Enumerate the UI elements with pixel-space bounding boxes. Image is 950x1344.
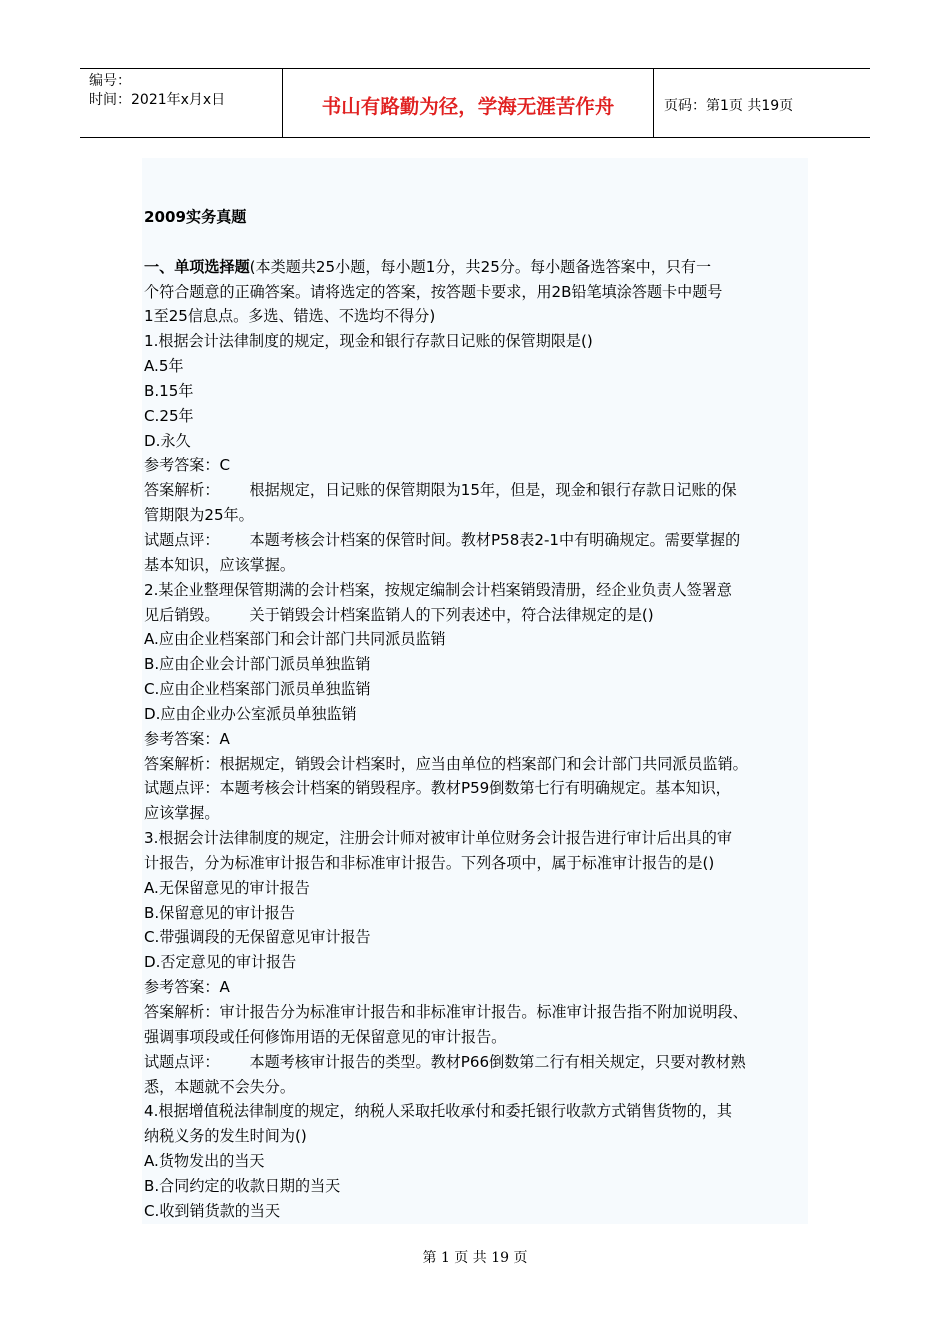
text-line: 强调事项段或任何修饰用语的无保留意见的审计报告。: [144, 1027, 507, 1046]
option-line: B.保留意见的审计报告: [144, 903, 295, 922]
document-body: [144, 205, 814, 1224]
option-line: A.货物发出的当天: [144, 1152, 265, 1171]
option-line: B.合同约定的收款日期的当天: [144, 1176, 341, 1195]
option-line: B.15年: [144, 381, 194, 400]
explanation-line: 答案解析： 根据规定，日记账的保管期限为15年，但是，现金和银行存款日记账的保: [144, 481, 737, 500]
answer-line: 参考答案：A: [144, 978, 230, 997]
text-line: 一、单项选择题(本类题共25小题，每小题1分，共25分。每小题备选答案中，只有一: [144, 257, 712, 276]
option-line: D.永久: [144, 431, 191, 450]
answer-line: 参考答案：C: [144, 456, 231, 475]
answer-line: 参考答案：A: [144, 729, 230, 748]
header-motto-cell: [283, 69, 654, 137]
text-line: 计报告，分为标准审计报告和非标准审计报告。下列各项中，属于标准审计报告的是(): [144, 853, 715, 872]
header-table: [80, 68, 870, 138]
text-line: 应该掌握。: [144, 804, 220, 823]
header-page-info: 页码：第1页 共19页: [664, 98, 794, 114]
question-4: 4.根据增值税法律制度的规定，纳税人采取托收承付和委托银行收款方式销售货物的，其: [144, 1102, 732, 1121]
question-2: 2.某企业整理保管期满的会计档案，按规定编制会计档案销毁清册，经企业负责人签署意: [144, 580, 732, 599]
text-line: 纳税义务的发生时间为(): [144, 1127, 307, 1146]
question-1: 1.根据会计法律制度的规定，现金和银行存款日记账的保管期限是(): [144, 332, 593, 351]
text-line: 基本知识，应该掌握。: [144, 555, 295, 574]
header-meta-cell: [80, 69, 283, 137]
header-motto: 书山有路勤为径，学海无涯苦作舟: [321, 95, 615, 118]
option-line: C.收到销货款的当天: [144, 1201, 281, 1220]
explanation-line: 答案解析：审计报告分为标准审计报告和非标准审计报告。标准审计报告指不附加说明段、: [144, 1003, 748, 1021]
text-line: 个符合题意的正确答案。请将选定的答案，按答题卡要求，用2B铅笔填涂答题卡中题号: [144, 282, 723, 301]
text-line: 管期限为25年。: [144, 506, 254, 525]
option-line: D.应由企业办公室派员单独监销: [144, 704, 357, 723]
option-line: C.25年: [144, 406, 194, 425]
page-footer: 第 1 页 共 19 页: [422, 1250, 528, 1266]
text-line: 悉，本题就不会失分。: [144, 1077, 295, 1096]
document-title: 2009实务真题: [144, 208, 247, 226]
header-page-cell: [654, 69, 870, 137]
option-line: A.应由企业档案部门和会计部门共同派员监销: [144, 630, 446, 649]
text-line: 1至25信息点。多选、错选、不选均不得分): [144, 307, 436, 326]
option-line: A.5年: [144, 357, 184, 376]
comment-line: 试题点评： 本题考核会计档案的保管时间。教材P58表2-1中有明确规定。需要掌握的: [144, 530, 741, 549]
comment-line: 试题点评： 本题考核审计报告的类型。教材P66倒数第二行有相关规定，只要对教材熟: [144, 1052, 746, 1071]
option-line: A.无保留意见的审计报告: [144, 878, 310, 897]
question-3: 3.根据会计法律制度的规定，注册会计师对被审计单位财务会计报告进行审计后出具的审: [144, 829, 732, 848]
text-line: 见后销毁。 关于销毁会计档案监销人的下列表述中，符合法律规定的是(): [144, 605, 654, 624]
option-line: C.应由企业档案部门派员单独监销: [144, 680, 371, 699]
option-line: C.带强调段的无保留意见审计报告: [144, 928, 371, 947]
option-line: B.应由企业会计部门派员单独监销: [144, 655, 371, 674]
doc-number-label: 编号：: [89, 73, 131, 89]
section-heading: 一、单项选择题: [144, 257, 250, 276]
explanation-line: 答案解析：根据规定，销毁会计档案时，应当由单位的档案部门和会计部门共同派员监销。: [144, 754, 748, 773]
doc-date-label: 时间：2021年x月x日: [89, 92, 226, 108]
comment-line: 试题点评：本题考核会计档案的销毁程序。教材P59倒数第七行有明确规定。基本知识，: [144, 779, 731, 798]
option-line: D.否定意见的审计报告: [144, 953, 297, 972]
